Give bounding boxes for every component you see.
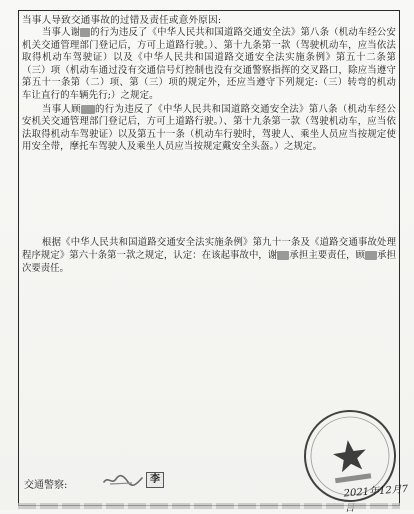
party-xie-prefix: 当事人谢 (42, 27, 81, 38)
redacted-name (80, 28, 90, 37)
redacted-name (365, 251, 377, 260)
officer-name: 李 (146, 472, 164, 488)
party-gu-prefix: 当事人顾 (42, 103, 81, 115)
party-xie-paragraph (22, 27, 396, 103)
fault-header: 当事人导致交通事故的过错及责任或意外原因: (22, 15, 222, 26)
fault-analysis (22, 27, 396, 154)
judgement-text: 承担主要责任，顾 (289, 249, 366, 261)
redacted-name (81, 105, 95, 114)
judgement-text: 根据《中华人民共和国道路交通安全法实施条例》第九十一条及《道路交通事故处理程序规定》第六十条第一款之规定，认定：在该起事故中，谢 (22, 237, 396, 261)
officer-signature (102, 473, 146, 487)
redacted-name (277, 251, 289, 260)
party-gu-text: 的行为违反了《中华人民共和国道路交通安全法》第八条（机动车经公安机关交通管理部门登记后，方可上道路行驶。）、第十九条第一款（驾驶机动车，应当依法取得机动车驾驶证）以及第五十一条（机动车行驶时，驾驶人、乘坐人员应当按规定使用安全带，摩托车驾驶人及乘坐人员应当按规定戴安全头盔。）之规定。 (22, 103, 396, 153)
party-xie-text: 的行为违反了《中华人民共和国道路交通安全法》第八条（机动车经公安机关交通管理部门登记后，方可上道路行驶。）、第十九条第一款（驾驶机动车，应当依法取得机动车驾驶证）以及《中华人民共和国道路交通安全法实施条例》第五十二条第（三）项（机动车通过没有交通信号灯控制也没有交通警察指挥的交叉路口，除应当遵守第五十一条第（二）项、第（三）项的规定外，还应当遵守下列规定:（三）转弯的机动车让直行的车辆先行;）之规定。 (22, 27, 396, 101)
party-gu-paragraph (22, 104, 396, 154)
page-edge-scan-artifact (18, 503, 400, 509)
officer-label: 交通警察: (24, 480, 68, 491)
judgement-text: 承担次要责任。 (22, 249, 396, 274)
seal-date: 2021年12月7日 (343, 483, 409, 500)
liability-determination (22, 237, 396, 275)
